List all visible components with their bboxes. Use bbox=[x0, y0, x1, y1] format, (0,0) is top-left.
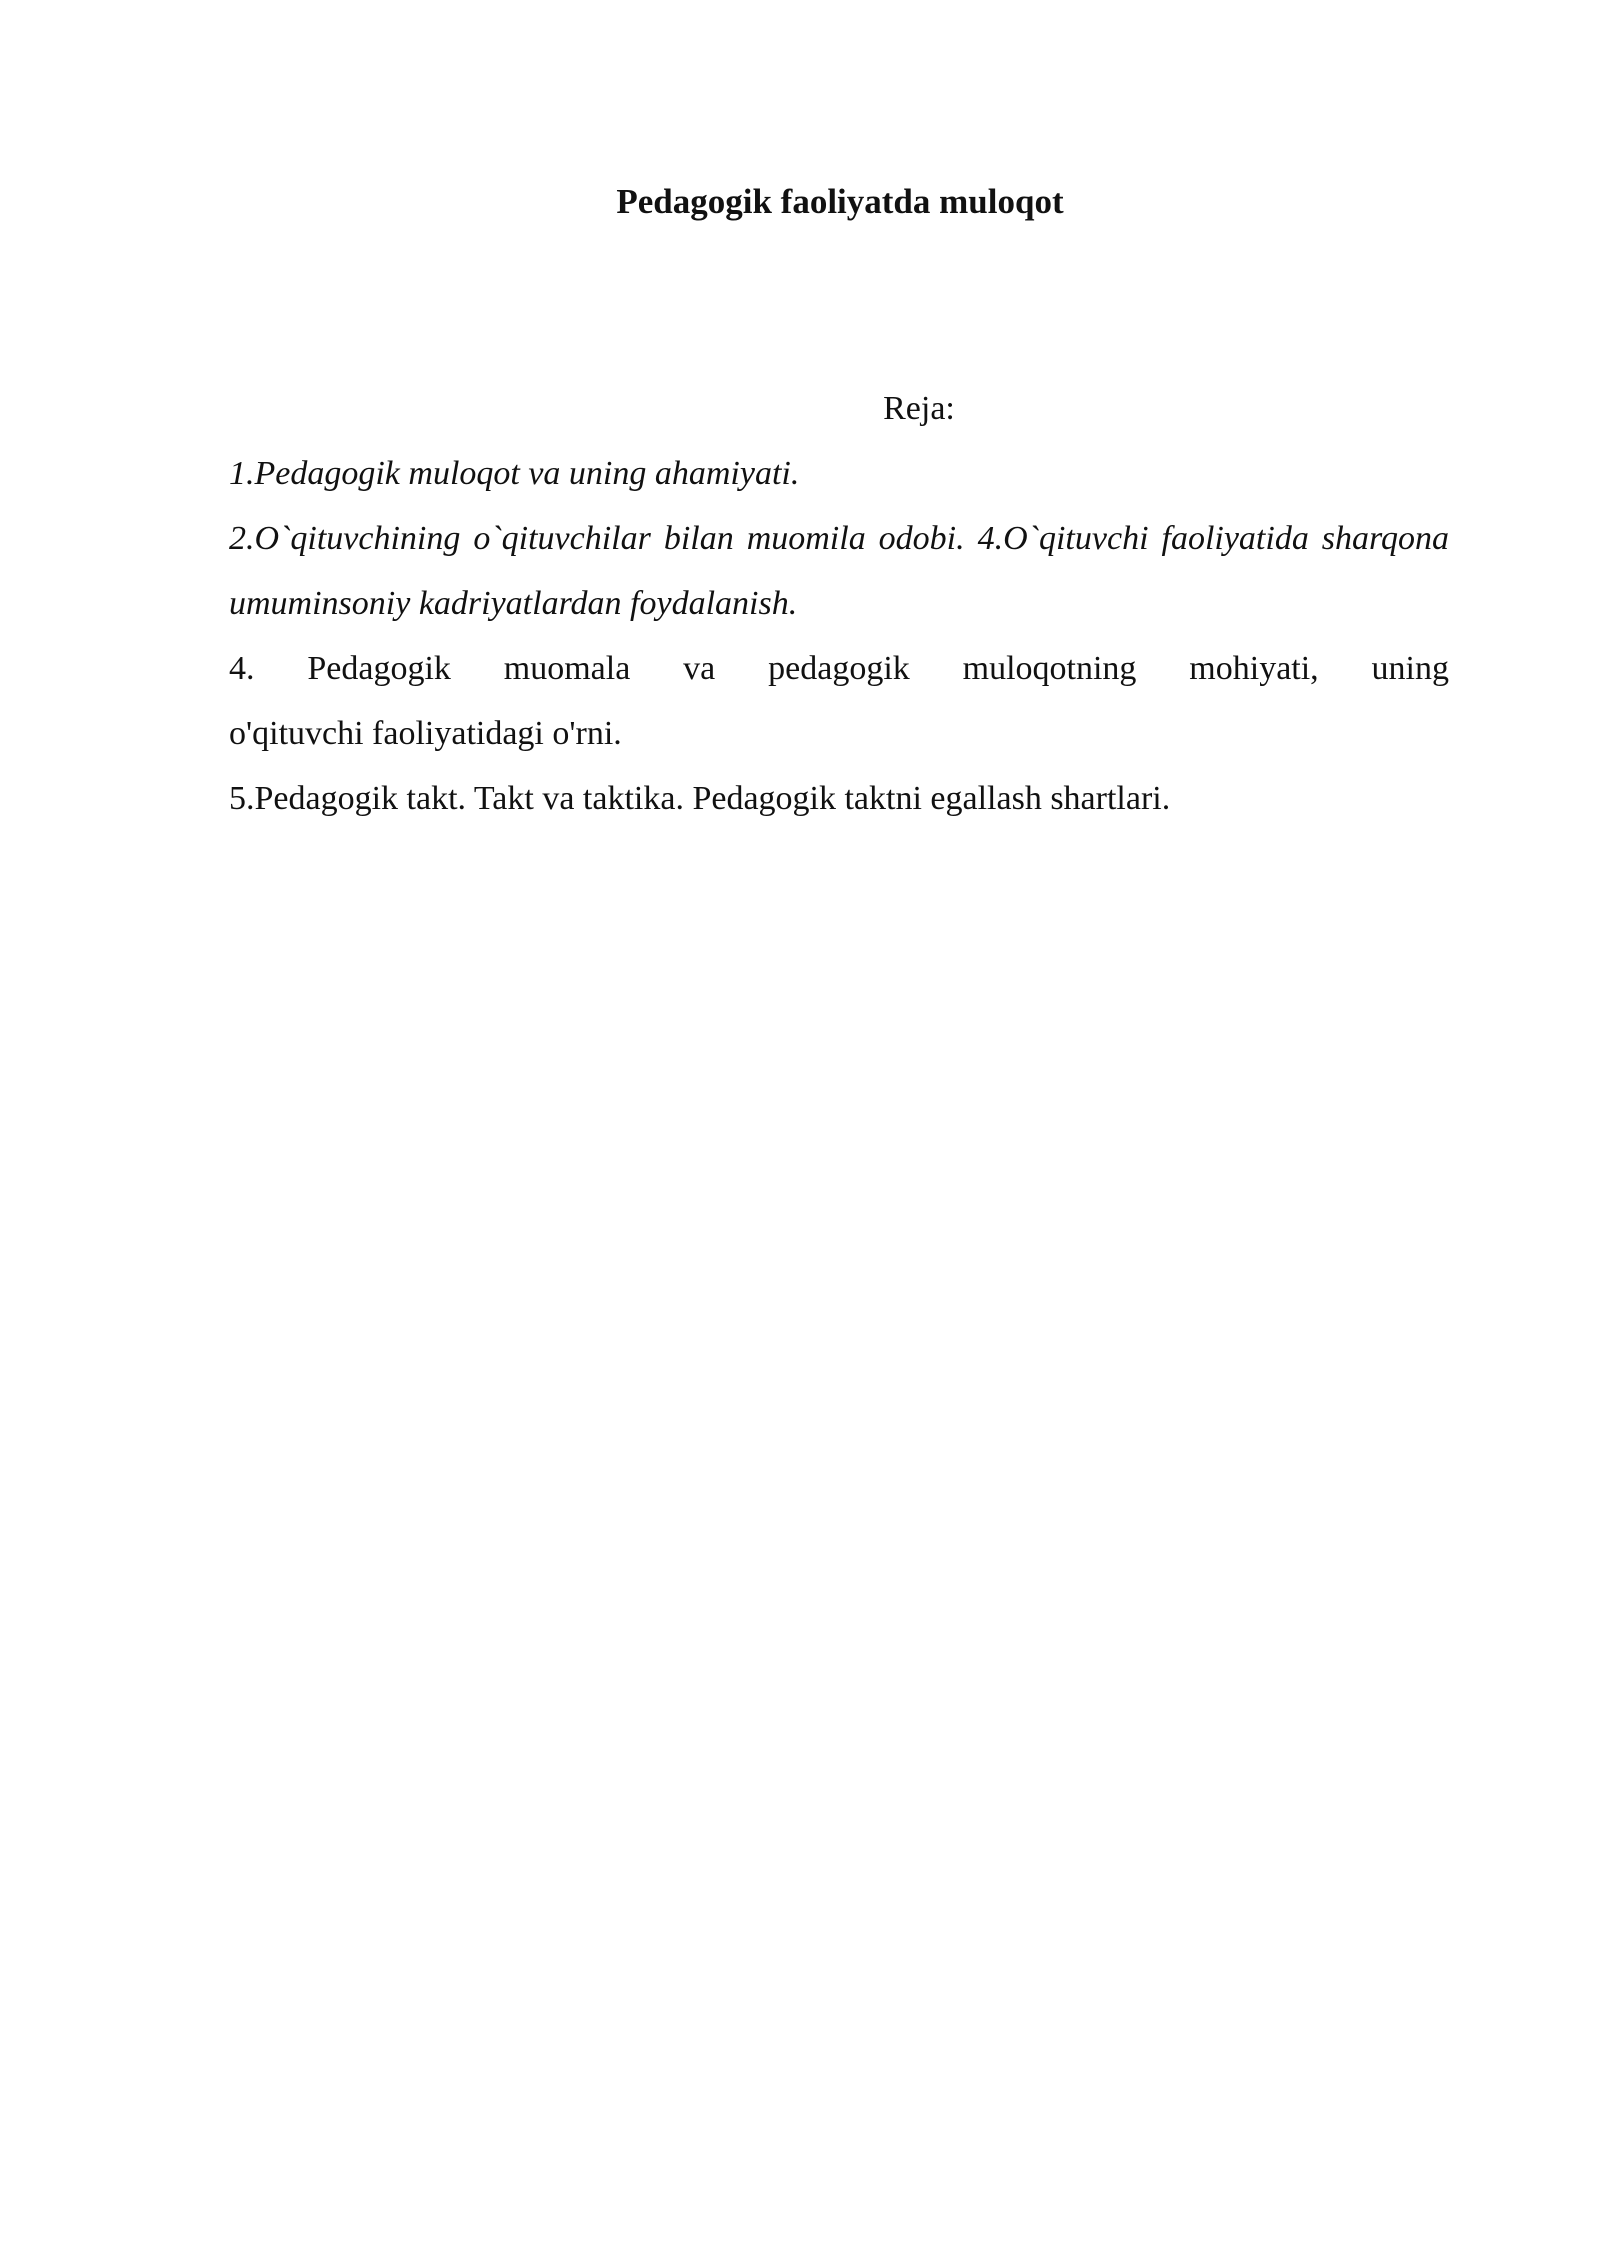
plan-item-4-line-2: o'qituvchi faoliyatidagi o'rni. bbox=[229, 715, 622, 752]
document-body bbox=[229, 376, 1449, 831]
plan-heading: Reja: bbox=[883, 390, 955, 427]
plan-item-2: 2.O`qituvchining o`qituvchilar bilan muomila odobi. 4.O`qituvchi faoliyatida sharqona umuminsoniy kadriyatlardan foydalanish. bbox=[229, 520, 1449, 622]
document-title: Pedagogik faoliyatda muloqot bbox=[616, 182, 1064, 221]
plan-item-4 bbox=[229, 636, 1449, 766]
plan-item-1: 1.Pedagogik muloqot va uning ahamiyati. bbox=[229, 455, 800, 492]
plan-item-4-line-1: 4. Pedagogik muomala va pedagogik muloqotning mohiyati, uning bbox=[229, 650, 1449, 687]
plan-item-5: 5.Pedagogik takt. Takt va taktika. Pedagogik taktni egallash shartlari. bbox=[229, 780, 1171, 817]
